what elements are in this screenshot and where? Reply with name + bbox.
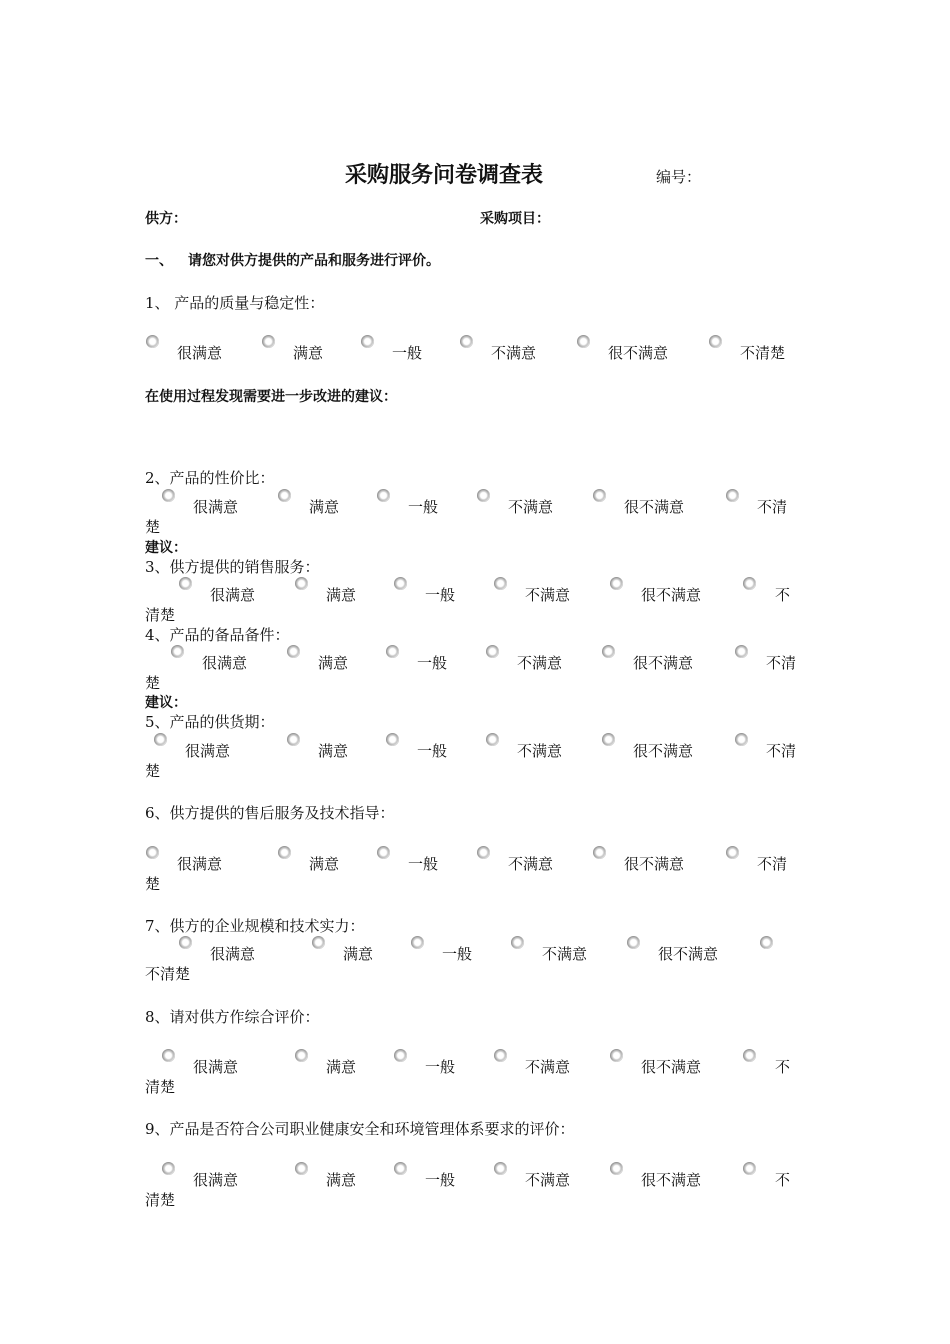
option-label: 不满意 — [508, 855, 554, 873]
section-heading: 请您对供方提供的产品和服务进行评价。 — [188, 253, 440, 269]
option-label: 很满意 — [177, 344, 223, 362]
option-label: 很不满意 — [641, 1058, 702, 1076]
radio-q1-very-dissatisfied[interactable] — [577, 335, 590, 348]
radio-q7-unclear[interactable] — [760, 936, 773, 949]
option-label: 很满意 — [193, 1171, 239, 1189]
radio-q3-very-satisfied[interactable] — [179, 577, 192, 590]
option-label: 不满意 — [508, 498, 554, 516]
page-title: 采购服务问卷调查表 — [345, 162, 544, 188]
radio-q2-very-dissatisfied[interactable] — [593, 489, 606, 502]
question-1-label: 1、 产品的质量与稳定性： — [145, 294, 325, 312]
radio-q4-satisfied[interactable] — [287, 645, 300, 658]
question-8-label: 8、请对供方作综合评价： — [145, 1008, 320, 1026]
radio-q5-very-dissatisfied[interactable] — [602, 733, 615, 746]
option-label: 不满意 — [525, 1058, 571, 1076]
radio-q5-dissatisfied[interactable] — [486, 733, 499, 746]
question-6-label: 6、供方提供的售后服务及技术指导： — [145, 804, 395, 822]
radio-q1-unclear[interactable] — [709, 335, 722, 348]
option-label: 满意 — [326, 1058, 357, 1076]
radio-q7-dissatisfied[interactable] — [511, 936, 524, 949]
option-label: 很满意 — [193, 498, 239, 516]
option-label: 一般 — [417, 654, 448, 672]
option-label: 满意 — [318, 742, 349, 760]
option-label: 一般 — [425, 1058, 456, 1076]
option-label: 不清楚 — [740, 344, 786, 362]
option-label: 很满意 — [177, 855, 223, 873]
option-label-wrap: 清楚 — [145, 606, 176, 624]
option-label: 满意 — [326, 1171, 357, 1189]
option-label-wrap: 不清楚 — [145, 965, 191, 983]
radio-q5-satisfied[interactable] — [287, 733, 300, 746]
option-label: 一般 — [408, 855, 439, 873]
option-label: 很不满意 — [624, 855, 685, 873]
radio-q9-dissatisfied[interactable] — [494, 1162, 507, 1175]
option-label: 不满意 — [525, 586, 571, 604]
option-label: 不 — [775, 1171, 791, 1189]
radio-q8-satisfied[interactable] — [295, 1049, 308, 1062]
option-label: 不满意 — [491, 344, 537, 362]
question-9-label: 9、产品是否符合公司职业健康安全和环境管理体系要求的评价： — [145, 1120, 575, 1138]
radio-q7-very-dissatisfied[interactable] — [627, 936, 640, 949]
question-4-label: 4、产品的备品备件： — [145, 626, 290, 644]
option-label: 不 — [775, 586, 791, 604]
question-2-label: 2、产品的性价比： — [145, 469, 275, 487]
radio-q3-very-dissatisfied[interactable] — [610, 577, 623, 590]
radio-q8-dissatisfied[interactable] — [494, 1049, 507, 1062]
option-label-wrap: 楚 — [145, 674, 161, 692]
option-label: 不清 — [766, 654, 797, 672]
radio-q4-very-satisfied[interactable] — [171, 645, 184, 658]
suggestion-label: 建议： — [145, 695, 187, 711]
option-label: 很不满意 — [641, 586, 702, 604]
option-label: 很满意 — [210, 945, 256, 963]
radio-q3-dissatisfied[interactable] — [494, 577, 507, 590]
suggestion-label: 建议： — [145, 540, 187, 556]
option-label: 不清 — [757, 498, 788, 516]
section-numeral: 一、 — [145, 253, 173, 269]
radio-q9-satisfied[interactable] — [295, 1162, 308, 1175]
option-label-wrap: 楚 — [145, 762, 161, 780]
option-label: 一般 — [392, 344, 423, 362]
radio-q6-unclear[interactable] — [726, 846, 739, 859]
option-label: 不 — [775, 1058, 791, 1076]
project-label: 采购项目： — [480, 211, 550, 227]
radio-q6-satisfied[interactable] — [278, 846, 291, 859]
radio-q2-unclear[interactable] — [726, 489, 739, 502]
option-label: 很不满意 — [633, 654, 694, 672]
radio-q6-very-satisfied[interactable] — [146, 846, 159, 859]
radio-q1-satisfied[interactable] — [262, 335, 275, 348]
option-label: 不满意 — [525, 1171, 571, 1189]
option-label: 不清 — [766, 742, 797, 760]
radio-q7-satisfied[interactable] — [312, 936, 325, 949]
option-label: 一般 — [408, 498, 439, 516]
option-label: 很不满意 — [641, 1171, 702, 1189]
question-7-label: 7、供方的企业规模和技术实力： — [145, 917, 365, 935]
option-label: 不满意 — [517, 654, 563, 672]
radio-q1-dissatisfied[interactable] — [460, 335, 473, 348]
improvement-label: 在使用过程发现需要进一步改进的建议： — [145, 389, 397, 405]
radio-q4-very-dissatisfied[interactable] — [602, 645, 615, 658]
radio-q2-average[interactable] — [377, 489, 390, 502]
option-label: 很满意 — [210, 586, 256, 604]
option-label: 满意 — [318, 654, 349, 672]
option-label: 不满意 — [517, 742, 563, 760]
option-label: 很不满意 — [624, 498, 685, 516]
option-label: 很满意 — [202, 654, 248, 672]
radio-q9-average[interactable] — [394, 1162, 407, 1175]
radio-q1-average[interactable] — [361, 335, 374, 348]
option-label: 满意 — [293, 344, 324, 362]
radio-q4-average[interactable] — [386, 645, 399, 658]
option-label: 很不满意 — [608, 344, 669, 362]
option-label: 一般 — [425, 1171, 456, 1189]
option-label: 不清 — [757, 855, 788, 873]
radio-q8-very-dissatisfied[interactable] — [610, 1049, 623, 1062]
radio-q3-satisfied[interactable] — [295, 577, 308, 590]
option-label-wrap: 楚 — [145, 518, 161, 536]
radio-q9-very-dissatisfied[interactable] — [610, 1162, 623, 1175]
radio-q5-very-satisfied[interactable] — [154, 733, 167, 746]
radio-q6-very-dissatisfied[interactable] — [593, 846, 606, 859]
option-label: 不满意 — [542, 945, 588, 963]
option-label: 满意 — [309, 498, 340, 516]
option-label-wrap: 清楚 — [145, 1191, 176, 1209]
option-label: 满意 — [343, 945, 374, 963]
radio-q5-unclear[interactable] — [735, 733, 748, 746]
radio-q4-dissatisfied[interactable] — [486, 645, 499, 658]
radio-q1-very-satisfied[interactable] — [146, 335, 159, 348]
radio-q7-average[interactable] — [411, 936, 424, 949]
option-label: 一般 — [425, 586, 456, 604]
radio-q5-average[interactable] — [386, 733, 399, 746]
number-label: 编号： — [656, 168, 702, 186]
radio-q9-unclear[interactable] — [743, 1162, 756, 1175]
radio-q9-very-satisfied[interactable] — [162, 1162, 175, 1175]
question-3-label: 3、供方提供的销售服务： — [145, 558, 320, 576]
radio-q4-unclear[interactable] — [735, 645, 748, 658]
option-label: 很满意 — [185, 742, 231, 760]
option-label: 满意 — [309, 855, 340, 873]
radio-q8-average[interactable] — [394, 1049, 407, 1062]
option-label: 一般 — [417, 742, 448, 760]
radio-q8-unclear[interactable] — [743, 1049, 756, 1062]
option-label-wrap: 楚 — [145, 875, 161, 893]
radio-q6-average[interactable] — [377, 846, 390, 859]
question-5-label: 5、产品的供货期： — [145, 713, 275, 731]
radio-q3-average[interactable] — [394, 577, 407, 590]
supplier-label: 供方： — [145, 211, 187, 227]
option-label: 满意 — [326, 586, 357, 604]
radio-q8-very-satisfied[interactable] — [162, 1049, 175, 1062]
option-label: 一般 — [442, 945, 473, 963]
option-label: 很不满意 — [658, 945, 719, 963]
option-label: 很满意 — [193, 1058, 239, 1076]
radio-q3-unclear[interactable] — [743, 577, 756, 590]
radio-q7-very-satisfied[interactable] — [179, 936, 192, 949]
radio-q2-satisfied[interactable] — [278, 489, 291, 502]
radio-q2-dissatisfied[interactable] — [477, 489, 490, 502]
option-label: 很不满意 — [633, 742, 694, 760]
radio-q2-very-satisfied[interactable] — [162, 489, 175, 502]
option-label-wrap: 清楚 — [145, 1078, 176, 1096]
radio-q6-dissatisfied[interactable] — [477, 846, 490, 859]
